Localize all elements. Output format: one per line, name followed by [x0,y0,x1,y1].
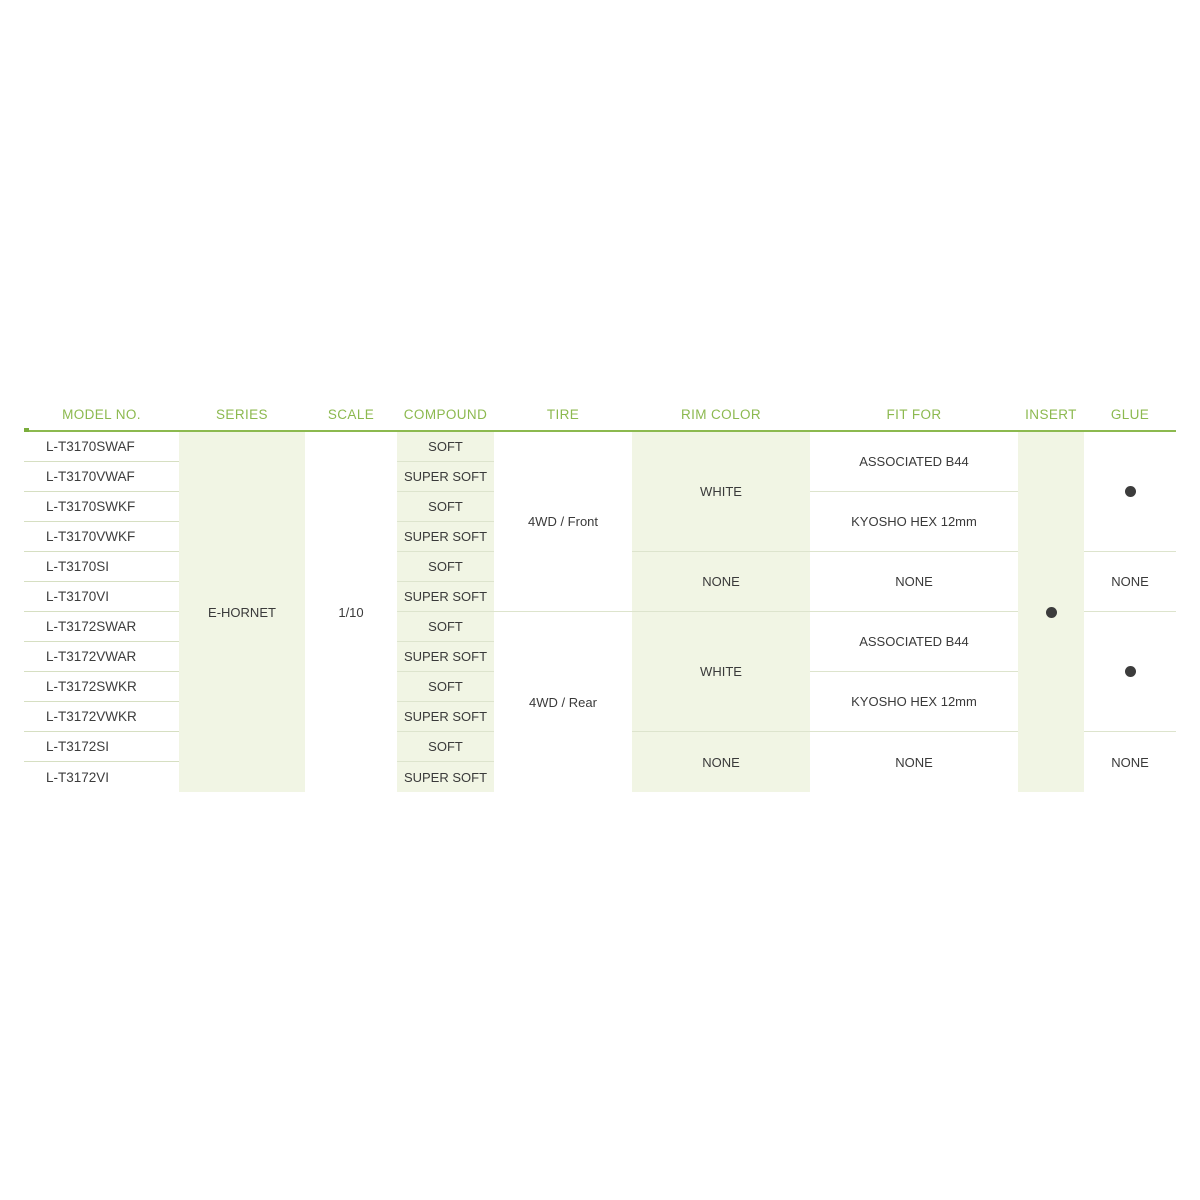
insert-value [1018,597,1084,627]
table-row: L-T3172VWAR [24,642,179,672]
fit-for-value: ASSOCIATED B44 [810,432,1018,492]
tire-value: 4WD / Rear [529,694,597,710]
filled-dot-icon [1125,666,1136,677]
header-scale: SCALE [305,398,397,431]
table-row: SOFT [397,612,494,642]
fit-for-value: KYOSHO HEX 12mm [810,492,1018,552]
spec-table [24,398,1176,792]
header-insert: INSERT [1018,398,1084,431]
column-series [179,431,305,792]
header-fit-for: FIT FOR [810,398,1018,431]
tire-value: 4WD / Front [494,432,632,612]
filled-dot-icon [1125,486,1136,497]
filled-dot-icon [1046,607,1057,618]
table-row: SUPER SOFT [403,769,488,785]
table-body-row [24,431,1176,792]
table-row: L-T3172SWAR [24,612,179,642]
table-row: L-T3170VWAF [24,462,179,492]
table-row: SOFT [397,672,494,702]
column-scale [305,431,397,792]
table-row: SOFT [397,492,494,522]
table-row: SOFT [397,732,494,762]
table-row: L-T3172VI [46,769,110,785]
rim-color-value: WHITE [632,432,810,552]
header-compound: COMPOUND [397,398,494,431]
fit-for-value: NONE [810,552,1018,612]
column-compound [397,431,494,792]
table-row: L-T3170VWKF [24,522,179,552]
column-insert [1018,431,1084,792]
rim-color-value: NONE [632,552,810,612]
column-tire [494,431,632,792]
series-value: E-HORNET [208,604,276,620]
header-tire: TIRE [494,398,632,431]
header-glue: GLUE [1084,398,1176,431]
table-row: SUPER SOFT [397,702,494,732]
table-row: SUPER SOFT [397,462,494,492]
table-row: L-T3170VI [24,582,179,612]
glue-value [1084,432,1176,552]
header-rim-color: RIM COLOR [632,398,810,431]
table-row: L-T3170SWKF [24,492,179,522]
table-row: L-T3172SWKR [24,672,179,702]
table-row: SOFT [397,552,494,582]
table-row: SUPER SOFT [397,642,494,672]
fit-for-value: ASSOCIATED B44 [810,612,1018,672]
table-header-row [24,398,1176,431]
column-model-no [24,431,179,792]
header-model-no: MODEL NO. [24,398,179,431]
table-row: SOFT [397,432,494,462]
rim-color-value: NONE [702,754,740,770]
scale-value: 1/10 [338,604,364,620]
column-fit-for [810,431,1018,792]
glue-value: NONE [1111,754,1149,770]
table-row: L-T3170SWAF [24,432,179,462]
fit-for-value: KYOSHO HEX 12mm [810,672,1018,732]
table-row: L-T3172VWKR [24,702,179,732]
spec-sheet [24,398,1176,792]
glue-value [1084,612,1176,732]
rim-color-value: WHITE [632,612,810,732]
table-row: L-T3170SI [24,552,179,582]
column-glue [1084,431,1176,792]
column-rim-color [632,431,810,792]
glue-value: NONE [1084,552,1176,612]
header-series: SERIES [179,398,305,431]
fit-for-value: NONE [895,754,933,770]
table-row: SUPER SOFT [397,522,494,552]
table-row: SUPER SOFT [397,582,494,612]
table-row: L-T3172SI [24,732,179,762]
